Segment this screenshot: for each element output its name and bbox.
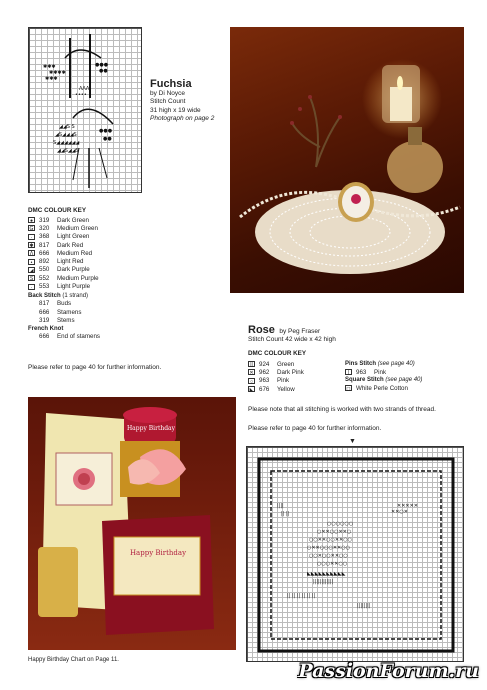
fuchsia-key-row: [28, 249, 208, 257]
svg-text:●●: ●●: [103, 136, 112, 142]
svg-text:S◢◢◢◢◢◢: S◢◢◢◢◢◢: [53, 140, 80, 146]
fuchsia-key-code: 552: [39, 274, 50, 282]
svg-text:●●: ●●: [99, 68, 108, 74]
rose-colour-key: [248, 360, 358, 393]
square-stitch-note: (see page 40): [385, 377, 423, 384]
svg-text:ΛΛΛ: ΛΛΛ: [79, 86, 90, 92]
rose-key-row: [248, 368, 358, 376]
fuchsia-key-row: [28, 216, 208, 224]
fuchsia-author: by Di Noyce: [150, 90, 186, 97]
fuchsia-key-title: DMC COLOUR KEY: [28, 207, 87, 214]
fuchsia-key-code: 550: [39, 266, 50, 274]
fuchsia-key-name: Dark Red: [57, 241, 84, 249]
fuchsia-key-name: Light Purple: [57, 283, 91, 291]
fuchsia-key-row: [28, 266, 208, 274]
fuchsia-chart: [28, 27, 142, 193]
rose-title: Rose: [248, 324, 275, 336]
svg-text:●●●: ●●●: [99, 128, 113, 134]
square-stitch-name: White Perle Cotton: [356, 384, 408, 392]
fuchsia-key-row: [28, 274, 208, 282]
svg-text:◢◢S S: ◢◢S S: [59, 124, 75, 130]
rose-key-row: [248, 385, 358, 393]
rose-key-code: 924: [259, 360, 270, 368]
square-stitch-row: [345, 384, 465, 392]
svg-text:|| || || || || ||: || || || || || ||: [287, 593, 316, 599]
fuchsia-title: Fuchsia: [150, 78, 192, 90]
rose-key-title: DMC COLOUR KEY: [248, 350, 307, 357]
svg-text:||||||||: ||||||||: [357, 603, 371, 609]
svg-text:○✕✕○○✕✕○: ○✕✕○○✕✕○: [317, 529, 352, 535]
french-knot-title: French Knot: [28, 325, 64, 332]
french-knot-name: End of stamens: [57, 333, 100, 341]
back-stitch-name: Stamens: [57, 308, 82, 316]
back-stitch-name: Stems: [57, 316, 75, 324]
svg-text:|| ||: || ||: [281, 511, 290, 517]
svg-text:✕✕○✕: ✕✕○✕: [391, 509, 408, 515]
fuchsia-key-symbol-icon: •: [28, 259, 35, 265]
back-stitch-note: (1 strand): [62, 292, 89, 299]
svg-text:○✕✕○○○✕✕○○: ○✕✕○○○✕✕○○: [307, 545, 350, 551]
back-stitch-name: Buds: [57, 300, 72, 308]
svg-text:||||: ||||: [277, 503, 284, 509]
fuchsia-key-name: Light Red: [57, 258, 84, 266]
fuchsia-key-name: Dark Purple: [57, 266, 90, 274]
fuchsia-key-name: Medium Green: [57, 224, 98, 232]
fuchsia-photo: [230, 27, 464, 293]
fuchsia-key-code: 666: [39, 249, 50, 257]
fuchsia-back-stitch-header: [28, 292, 208, 300]
back-stitch-row: [28, 308, 208, 316]
back-stitch-code: 666: [39, 308, 50, 316]
watermark-text: PassionForum.ru: [298, 660, 479, 682]
rose-chart-symbols: [247, 447, 465, 663]
back-stitch-code: 817: [39, 300, 50, 308]
french-knot-code: 666: [39, 333, 50, 341]
svg-text:••••: ••••: [75, 92, 87, 98]
pins-stitch-name: Pink: [374, 368, 387, 376]
square-stitch-title: Square Stitch: [345, 377, 384, 384]
fuchsia-photo-ref: Photograph on page 2: [150, 115, 215, 123]
back-stitch-title: Back Stitch: [28, 292, 61, 299]
rose-note: Please note that all stitching is worked with two strands of thread.: [248, 406, 436, 413]
svg-text:●●●: ●●●: [95, 62, 109, 68]
fuchsia-key-code: 319: [39, 216, 50, 224]
back-stitch-code: 319: [39, 316, 50, 324]
svg-text:◢S◢◢◢S: ◢S◢◢◢S: [55, 132, 77, 138]
svg-text:○○○○○○: ○○○○○○: [327, 521, 354, 527]
rose-key-name: Yellow: [277, 385, 295, 393]
fuchsia-key-symbol-icon: ·: [28, 234, 35, 240]
svg-text:✱✱✱: ✱✱✱: [45, 76, 58, 82]
rose-key-symbol-icon: ✕: [249, 370, 254, 377]
fuchsia-colour-key: [28, 207, 208, 341]
square-stitch-header: [345, 376, 465, 384]
fuchsia-key-symbol-icon: ✱: [29, 243, 34, 250]
fuchsia-key-symbol-icon: S: [29, 276, 34, 283]
pins-stitch-title: Pins Stitch: [345, 361, 377, 367]
fuchsia-key-row: [28, 224, 208, 232]
rose-key-name: Green: [277, 360, 295, 368]
fuchsia-key-code: 817: [39, 241, 50, 249]
svg-text:✕✕✕✕✕: ✕✕✕✕✕: [397, 503, 418, 509]
fuchsia-key-symbol-icon: ·: [28, 284, 35, 290]
rose-key-symbol-icon: ||: [248, 361, 255, 367]
birthday-photo: [28, 397, 236, 650]
fuchsia-key-name: Medium Purple: [57, 274, 99, 282]
pins-stitch-header: [345, 360, 465, 368]
rose-extra-stitches: [345, 360, 465, 393]
rose-key-symbol-icon: ○: [249, 378, 254, 385]
rose-key-symbol-icon: ◣: [249, 387, 254, 394]
fuchsia-stitch-count: 31 high x 19 wide: [150, 106, 201, 114]
fuchsia-chart-symbols: [29, 28, 143, 194]
fuchsia-key-name: Dark Green: [57, 216, 89, 224]
french-knot-row: [28, 333, 208, 341]
fuchsia-photo-scene: [230, 27, 464, 293]
fuchsia-key-code: 368: [39, 233, 50, 241]
rose-stitch-count: Stitch Count 42 wide x 42 high: [248, 336, 336, 343]
svg-text:○○✕✕○○✕✕○○: ○○✕✕○○✕✕○○: [309, 537, 352, 543]
birthday-card-text: Happy Birthday: [129, 549, 187, 557]
svg-text:◢◢S◢◢S: ◢◢S◢◢S: [57, 148, 79, 154]
pins-stitch-code: 963: [356, 368, 367, 376]
fuchsia-key-code: 892: [39, 258, 50, 266]
fuchsia-refer-text: Please refer to page 40 for further information.: [28, 364, 162, 371]
fuchsia-key-symbol-icon: ●: [29, 218, 34, 225]
fuchsia-key-code: 553: [39, 283, 50, 291]
fuchsia-key-name: Light Green: [57, 233, 90, 241]
rose-key-row: [248, 377, 358, 385]
rose-chart: [246, 446, 464, 662]
svg-text:✱✱✱: ✱✱✱: [43, 64, 56, 70]
svg-text:✱✱✱✱: ✱✱✱✱: [49, 70, 66, 76]
fuchsia-key-symbol-icon: Λ: [29, 251, 34, 258]
rose-key-code: 676: [259, 385, 270, 393]
svg-text:○○○✕✕○○: ○○○✕✕○○: [317, 561, 348, 567]
pins-stitch-row: [345, 368, 465, 376]
rose-key-name: Dark Pink: [277, 368, 304, 376]
birthday-caption: Happy Birthday Chart on Page 11.: [28, 657, 119, 663]
rose-key-code: 962: [259, 368, 270, 376]
back-stitch-row: [28, 300, 208, 308]
square-stitch-symbol-icon: ◻: [346, 386, 351, 393]
fuchsia-key-symbol-icon: ◢: [29, 267, 34, 274]
birthday-box-text: Happy Birthday: [126, 425, 176, 432]
pins-stitch-symbol-icon: |: [345, 369, 352, 375]
rose-key-code: 963: [259, 377, 270, 385]
fuchsia-key-name: Medium Red: [57, 249, 93, 257]
rose-key-row: [248, 360, 358, 368]
rose-key-name: Pink: [277, 377, 290, 385]
rose-refer-text: Please refer to page 40 for further information.: [248, 425, 382, 432]
fuchsia-key-row: [28, 257, 208, 265]
svg-text:||||||||||||: ||||||||||||: [313, 579, 334, 585]
pins-stitch-note: (see page 40): [377, 361, 415, 367]
fuchsia-key-symbol-icon: G: [29, 226, 34, 233]
fuchsia-key-code: 320: [39, 224, 50, 232]
back-stitch-row: [28, 316, 208, 324]
rose-author: by Peg Fraser: [279, 328, 321, 335]
fuchsia-stitch-count-label: Stitch Count: [150, 98, 186, 106]
birthday-photo-scene: [28, 397, 236, 650]
svg-text:○○✕○○✕✕○○: ○○✕○○✕✕○○: [309, 553, 348, 559]
fuchsia-key-row: [28, 282, 208, 290]
fuchsia-key-row: [28, 233, 208, 241]
fuchsia-key-row: [28, 241, 208, 249]
rose-chart-center-arrow: ▼: [349, 438, 356, 445]
svg-text:◣◣◣◣◣◣◣◣◣◣: ◣◣◣◣◣◣◣◣◣◣: [307, 571, 346, 577]
